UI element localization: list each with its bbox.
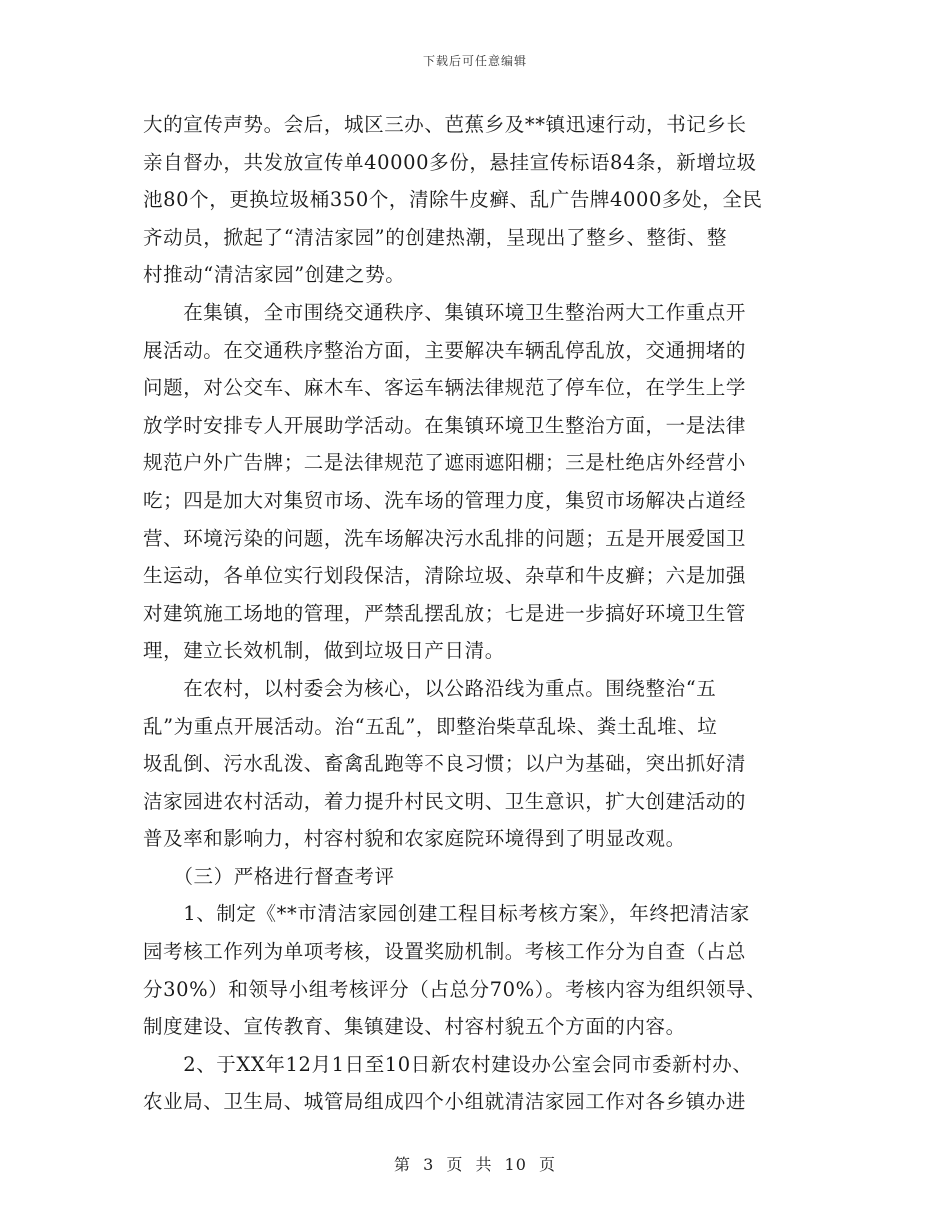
text-line: 2、于XX年12月1日至10日新农村建设办公室会同市委新村办、	[143, 1052, 753, 1076]
text-line: 池80个，更换垃圾桶350个，清除牛皮癣、乱广告牌4000多处，全民	[143, 188, 763, 212]
text-line: 营、环境污染的问题，洗车场解决污水乱排的问题；五是开展爱国卫	[143, 526, 747, 550]
text-line: 吃；四是加大对集贸市场、洗车场的管理力度，集贸市场解决占道经	[143, 488, 747, 512]
text-line: 理，建立长效机制，做到垃圾日产日清。	[143, 639, 505, 663]
text-line: 对建筑施工场地的管理，严禁乱摆乱放；七是进一步搞好环境卫生管	[143, 601, 747, 625]
text-line: 普及率和影响力，村容村貌和农家庭院环境得到了明显改观。	[143, 827, 686, 851]
text-line: 洁家园进农村活动，着力提升村民文明、卫生意识，扩大创建活动的	[143, 789, 747, 813]
text-line: 制度建设、宣传教育、集镇建设、村容村貌五个方面的内容。	[143, 1015, 686, 1039]
text-line: 在集镇，全市围绕交通秩序、集镇环境卫生整治两大工作重点开	[143, 300, 747, 324]
document-body	[143, 106, 810, 1121]
text-line: 在农村，以村委会为核心，以公路沿线为重点。围绕整治“五	[143, 676, 717, 700]
page-header: 下载后可任意编辑	[422, 54, 527, 68]
text-line: 亲自督办，共发放宣传单40000多份，悬挂宣传标语84条，新增垃圾	[143, 150, 757, 174]
text-line: 农业局、卫生局、城管局组成四个小组就清洁家园工作对各乡镇办进	[143, 1090, 747, 1114]
text-line: 园考核工作列为单项考核，设置奖励机制。考核工作分为自查（占总	[143, 940, 747, 964]
text-line: 圾乱倒、污水乱泼、畜禽乱跑等不良习惯；以户为基础，突出抓好清	[143, 752, 747, 776]
page-footer: 第 3 页 共 10 页	[394, 1155, 556, 1174]
text-line: 生运动，各单位实行划段保洁，清除垃圾、杂草和牛皮癣；六是加强	[143, 564, 747, 588]
section-heading: （三）严格进行督查考评	[143, 864, 395, 888]
text-line: 放学时安排专人开展助学活动。在集镇环境卫生整治方面，一是法律	[143, 413, 747, 437]
text-line: 乱”为重点开展活动。治“五乱”，即整治柴草乱垛、粪土乱堆、垃	[143, 714, 718, 738]
text-line: 村推动“清洁家园”创建之势。	[143, 263, 406, 287]
text-line: 规范户外广告牌；二是法律规范了遮雨遮阳棚；三是杜绝店外经营小	[143, 451, 747, 475]
text-line: 问题，对公交车、麻木车、客运车辆法律规范了停车位，在学生上学	[143, 376, 747, 400]
text-line: 齐动员，掀起了“清洁家园”的创建热潮，呈现出了整乡、整街、整	[143, 225, 727, 249]
text-line: 展活动。在交通秩序整治方面，主要解决车辆乱停乱放，交通拥堵的	[143, 338, 747, 362]
text-line: 大的宣传声势。会后，城区三办、芭蕉乡及**镇迅速行动，书记乡长	[143, 113, 747, 136]
text-line: 1、制定《**市清洁家园创建工程目标考核方案》，年终把清洁家	[143, 902, 750, 926]
text-line: 分30%）和领导小组考核评分（占总分70%）。考核内容为组织领导、	[143, 977, 767, 1001]
